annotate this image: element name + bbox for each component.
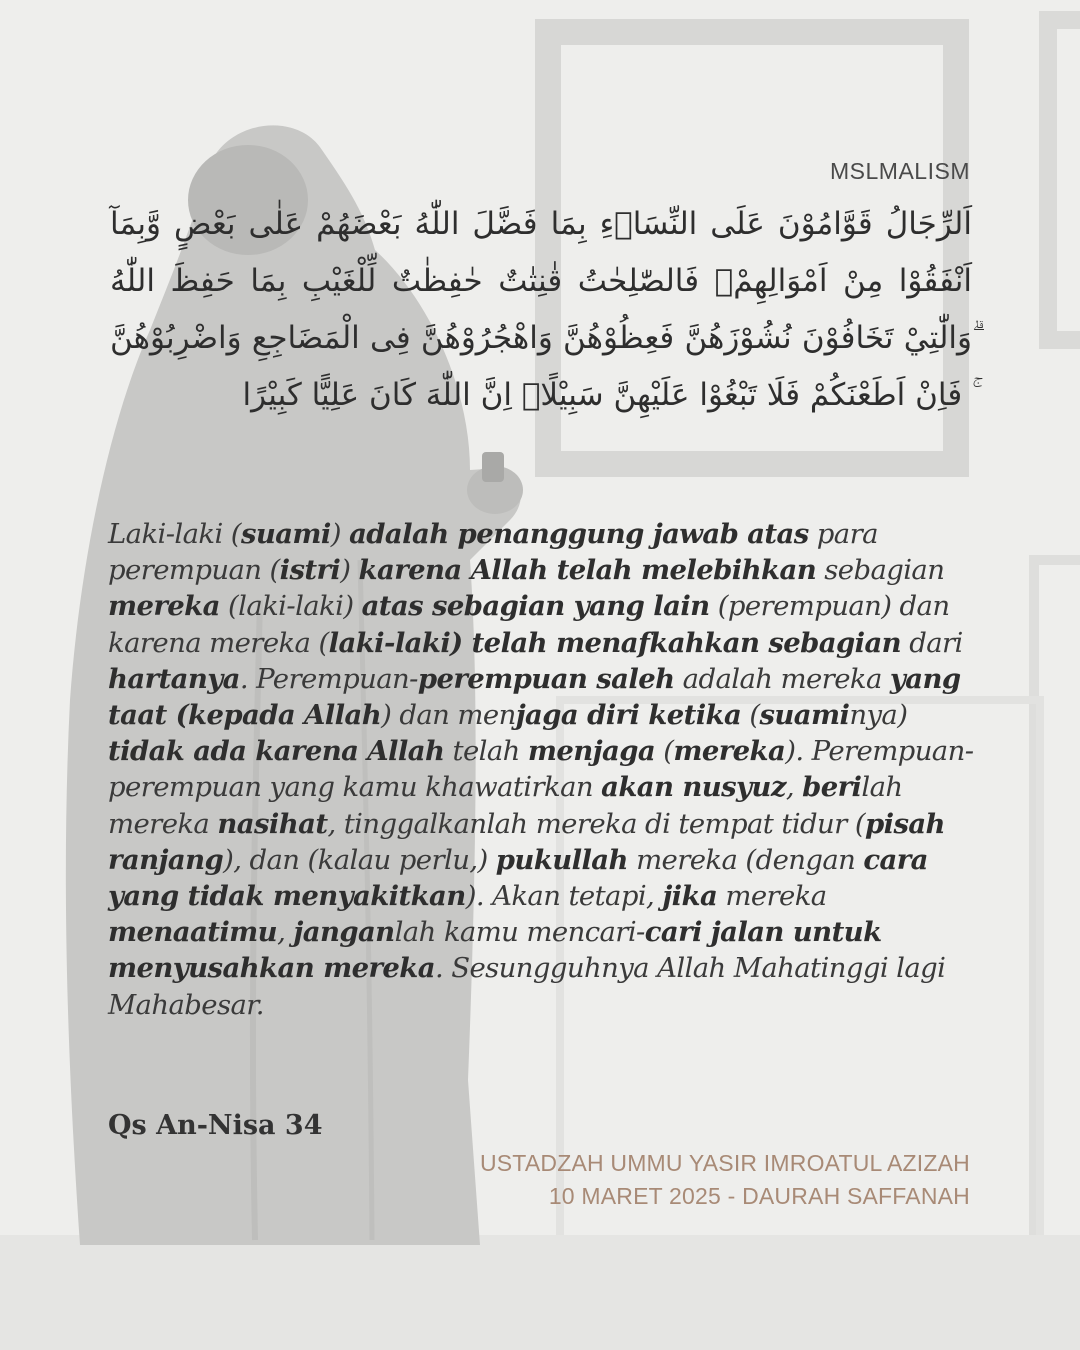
event-credit: 10 MARET 2025 - DAURAH SAFFANAH — [548, 1183, 970, 1209]
brand-label: MSLMALISM — [830, 158, 970, 184]
translation-emphasis: cari jalan untuk menyusahkan mereka — [108, 916, 882, 985]
translation-emphasis: laki-laki) telah menafkahkan sebagian — [328, 626, 902, 659]
translation-emphasis: suami — [759, 699, 850, 732]
verse-reference: Qs An-Nisa 34 — [108, 1110, 323, 1141]
translation-emphasis: akan nusyuz — [601, 771, 786, 804]
translation-text: dari — [901, 626, 963, 659]
translation-text: ). Perempuan-perempuan yang kamu khawatirkan — [108, 735, 974, 804]
translation-emphasis: mereka — [673, 735, 786, 768]
translation-text: Laki-laki ( — [108, 518, 241, 550]
verse-arabic: اَلرِّجَالُ قَوَّامُوْنَ عَلَى النِّسَاۤءِ بِمَا فَضَّلَ اللّٰهُ بَعْضَهُمْ عَلٰى بَعْضٍ وَّبِمَآ اَنْفَقُوْا مِنْ اَمْوَالِهِمْۗ فَالصّٰلِحٰتُ قٰنِتٰتٌ حٰفِظٰتٌ لِّلْغَيْبِ بِمَا حَفِظَ اللّٰهُ ۗوَالّٰتِيْ تَخَافُوْنَ نُشُوْزَهُنَّ فَعِظُوْهُنَّ وَاهْجُرُوْهُنَّ فِى الْمَضَاجِعِ وَاضْرِبُوْهُنَّ ۚ فَاِنْ اَطَعْنَكُمْ فَلَا تَبْغُوْا عَلَيْهِنَّ سَبِيْلًاۗ اِنَّ اللّٰهَ كَانَ عَلِيًّا كَبِيْرًا — [110, 206, 972, 413]
translation-text: mereka — [717, 880, 827, 913]
translation-text: ) — [330, 518, 350, 550]
translation-text: ( — [741, 699, 760, 732]
translation-text: nya) — [849, 699, 908, 732]
translation-text: . Perempuan- — [239, 662, 418, 695]
translation-text: , tinggalkanlah mereka di tempat tidur ( — [327, 807, 865, 840]
translation-emphasis: jangan — [293, 916, 395, 949]
translation-emphasis: atas sebagian yang lain — [361, 590, 710, 623]
translation-emphasis: tidak ada karena Allah — [108, 735, 445, 768]
translation-emphasis: jaga diri ketika — [515, 699, 742, 732]
translation-text: ). Akan tetapi, — [465, 880, 663, 913]
translation-emphasis: jika — [662, 880, 718, 913]
translation-emphasis: karena Allah telah melebihkan — [358, 554, 817, 587]
translation-emphasis: menjaga — [527, 735, 656, 768]
translation-text: adalah mereka — [674, 662, 890, 695]
translation-text: ) dan men — [381, 699, 516, 732]
translation-emphasis: cara yang tidak menyakitkan — [108, 843, 928, 913]
translation-emphasis: istri — [279, 554, 341, 587]
translation-emphasis: suami — [240, 518, 331, 550]
translation-text: sebagian — [816, 554, 945, 587]
translation-emphasis: yang taat (kepada Allah — [108, 662, 961, 732]
translation-text: mereka (dengan — [627, 843, 864, 876]
translation-emphasis: perempuan saleh — [417, 662, 675, 695]
translation-emphasis: adalah penanggung jawab atas — [349, 518, 809, 550]
translation-emphasis: beri — [802, 771, 862, 804]
translation-text: . Sesungguhnya Allah Mahatinggi lagi Mahabesar. — [108, 952, 946, 1021]
translation-text: ), dan (kalau perlu,) — [223, 843, 496, 876]
translation-emphasis: menaatimu — [108, 916, 278, 949]
speaker-credit: USTADZAH UMMU YASIR IMROATUL AZIZAH — [479, 1150, 970, 1176]
translation-emphasis: pisah ranjang — [108, 807, 945, 876]
translation-emphasis: nasihat — [217, 807, 328, 840]
translation-text: telah — [444, 735, 528, 768]
translation-text: (perempuan) dan karena mereka ( — [108, 590, 950, 659]
translation-text: para perempuan ( — [108, 518, 878, 587]
translation-text: , — [277, 916, 294, 949]
translation-text: (laki-laki) — [219, 590, 362, 623]
translation-text: ( — [655, 735, 674, 768]
translation-text: lah kamu mencari- — [394, 916, 645, 949]
translation-text: , — [785, 771, 803, 804]
translation-text: ) — [340, 554, 359, 587]
translation-text: lah mereka — [108, 771, 903, 840]
verse-translation — [108, 516, 976, 1023]
translation-emphasis: hartanya — [108, 662, 240, 695]
translation-emphasis: pukullah — [495, 843, 628, 876]
translation-emphasis: mereka — [108, 590, 220, 623]
